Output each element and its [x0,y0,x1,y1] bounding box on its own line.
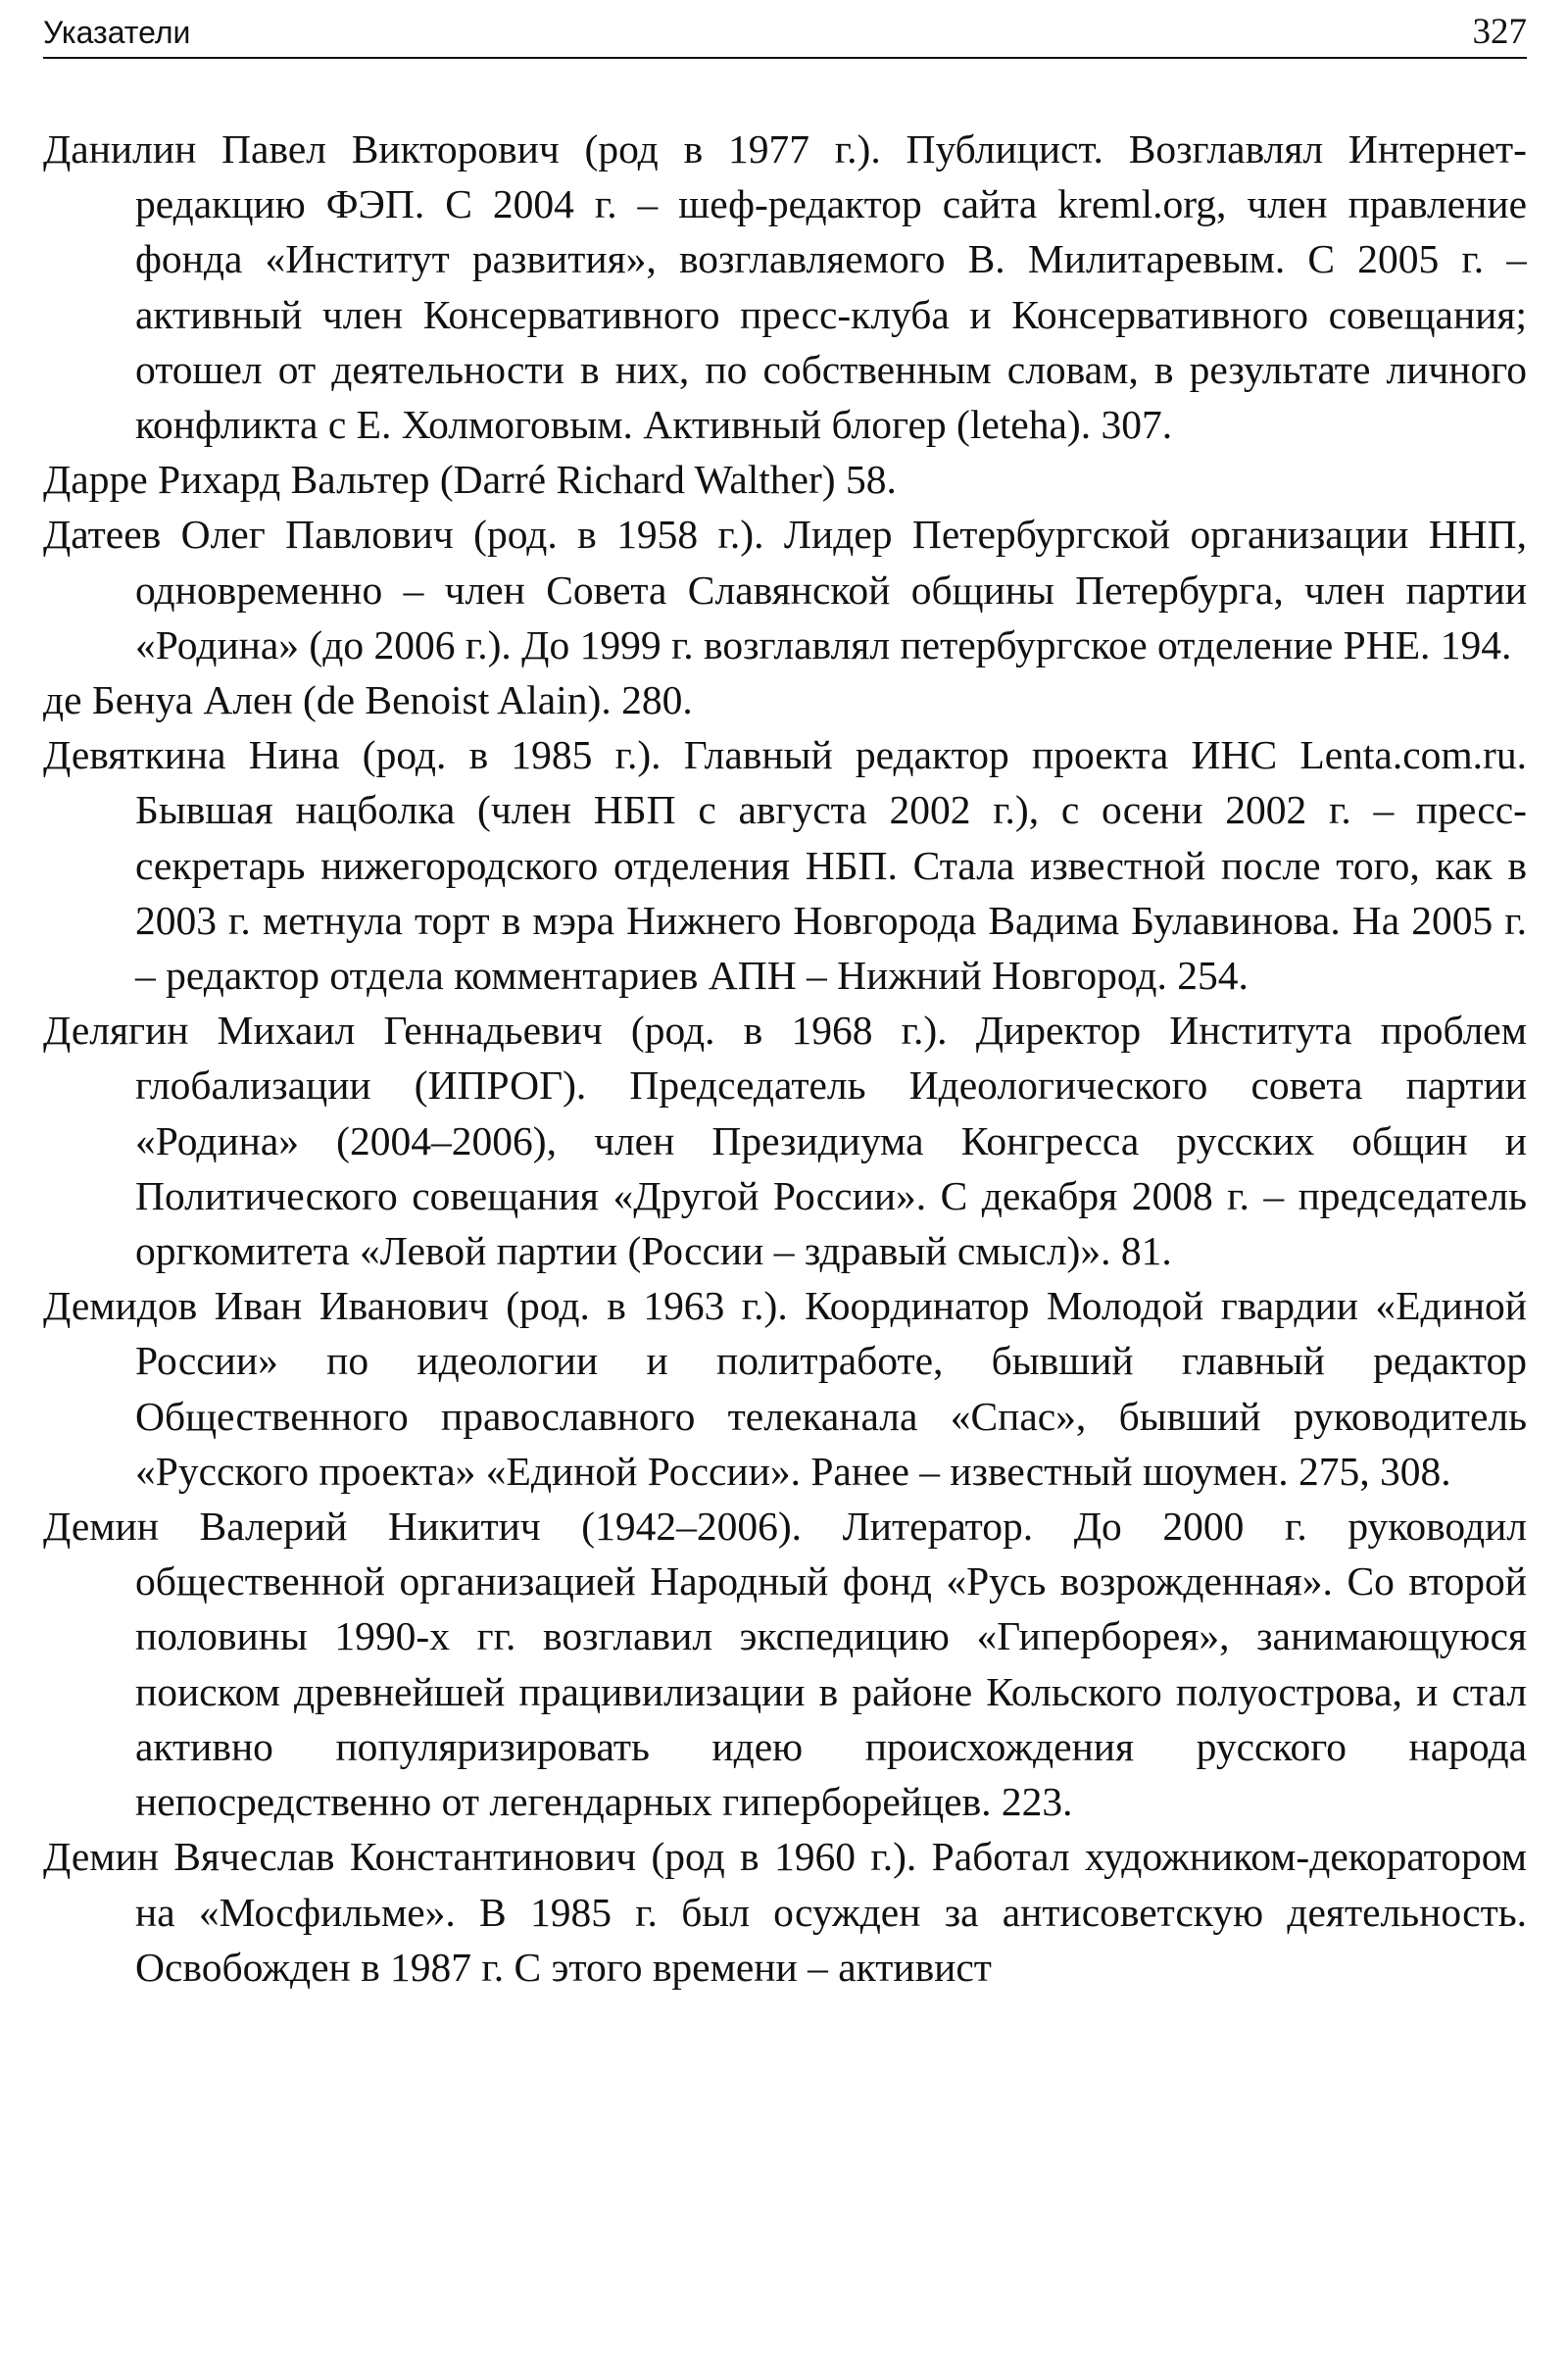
index-entry-de-benoist: де Бенуа Ален (de Benoist Alain). 280. [43,677,693,723]
page-number: 327 [1472,12,1527,52]
index-entry-danilin: Данилин Павел Викторович (род в 1977 г.). Публицист. Возглавлял Интернет-редакцию ФЭП. С 2004 г. – шеф-редактор сайта kreml.org, член правление фонда «Институт развития», возглавляемого В. Милитаревым. С 2005 г. – активный член Консервативного пресс-клуба и Консервативного совещания; отошел от деятельности в них, по собственным словам, в результате личного конфликта с Е. Холмоговым. Активный блогер (leteha). 307. [43,126,1527,448]
index-entry-dateev: Датеев Олег Павлович (род. в 1958 г.). Лидер Петербургской организации ННП, одновременно – член Совета Славянской общины Петербурга, член партии «Родина» (до 2006 г.). До 1999 г. возглавлял петербургское отделение РНЕ. 194. [43,512,1527,667]
index-entry-demin-valery: Демин Валерий Никитич (1942–2006). Литератор. До 2000 г. руководил общественной организацией Народный фонд «Русь возрожденная». Со второй половины 1990-х гг. возглавил экспедицию «Гиперборея», занимающуюся поиском древнейшей працивилизации в районе Кольского полуострова, и стал активно популяризировать идею происхождения русского народа непосредственно от легендарных гиперборейцев. 223. [43,1504,1527,1825]
index-entry-delyagin: Делягин Михаил Геннадьевич (род. в 1968 г.). Директор Института проблем глобализации (ИПРОГ). Председатель Идеологического совета партии «Родина» (2004–2006), член Президиума Конгресса русских общин и Политического совещания «Другой России». С декабря 2008 г. – председатель оргкомитета «Левой партии (России – здравый смысл)». 81. [43,1008,1527,1274]
section-title: Указатели [43,15,191,50]
running-header [43,8,1527,59]
index-entry-darre: Дарре Рихард Вальтер (Darré Richard Walther) 58. [43,457,897,503]
index-entry-demin-vyacheslav: Демин Вячеслав Константинович (род в 1960 г.). Работал художником-декоратором на «Мосфильме». В 1985 г. был осужден за антисоветскую деятельность. Освобожден в 1987 г. С этого времени – активист [43,1834,1527,1990]
index-entry-devyatkina: Девяткина Нина (род. в 1985 г.). Главный редактор проекта ИНС Lenta.com.ru. Бывшая нацболка (член НБП с августа 2002 г.), с осени 2002 г. – пресс-секретарь нижегородского отделения НБП. Стала известной после того, как в 2003 г. метнула торт в мэра Нижнего Новгорода Вадима Булавинова. На 2005 г. – редактор отдела комментариев АПН – Нижний Новгород. 254. [43,732,1527,999]
index-entries [43,122,1527,2356]
index-entry-demidov: Демидов Иван Иванович (род. в 1963 г.). Координатор Молодой гвардии «Единой России» по идеологии и политработе, бывший главный редактор Общественного православного телеканала «Спас», бывший руководитель «Русского проекта» «Единой России». Ранее – известный шоумен. 275, 308. [43,1283,1527,1494]
